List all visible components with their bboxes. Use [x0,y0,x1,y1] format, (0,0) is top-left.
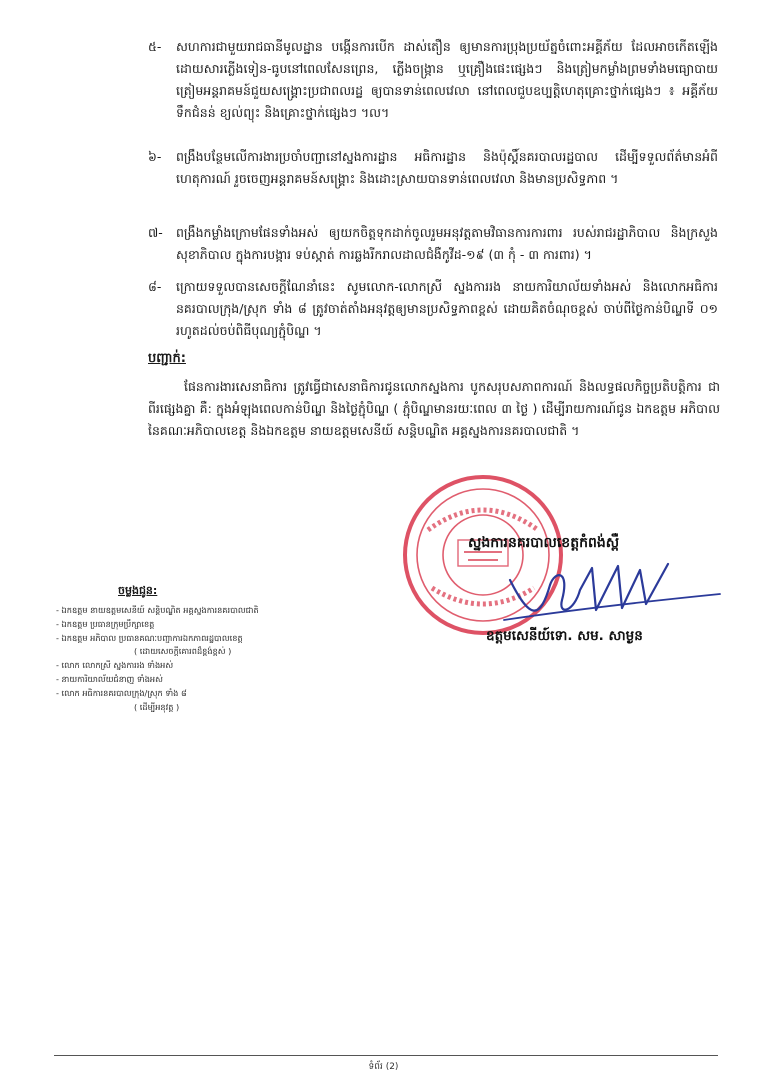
item-number: ៧- [148,225,163,240]
signer-name: ឧត្តមសេនីយ៍ទោ. សម. សាម្ងន [486,628,643,644]
cc-item: - នាយការិយាល័យជំនាញ ទាំងអស់ [56,673,163,684]
cc-item-note: ( ដើម្បីអនុវត្ត ) [134,701,180,712]
item-text: ពង្រឹងបន្ថែមលើការងារប្រចាំបញ្ជានៅស្នងការដ្ឋាន អធិការដ្ឋាន និងប៉ុស្តិ៍នគរបាលរដ្ឋបាល ដើម្បីទទួលព័ត៌មានអំពីហេតុការណ៍ រួចចេញអន្តរាគមន៍សង្គ្រោះ និងដោះស្រាយបានទាន់ពេលវេលា និងមានប្រសិទ្ធភាព ។ [176,149,718,186]
note-heading: បញ្ជាក់: [148,351,186,366]
cc-heading: ចម្លងជូន: [118,584,158,597]
footer-divider [54,1055,718,1056]
signer-office: ស្នងការនគរបាលខេត្តកំពង់ស្ពឺ [468,535,620,551]
item-number: ៨- [148,279,162,294]
item-number: ៦- [148,149,162,164]
item-text: សហការជាមួយរាជធានីមូលដ្ឋាន បង្កើនការបើក ដាស់តឿន ឲ្យមានការប្រុងប្រយ័ត្នចំពោះអគ្គីភ័យ ដែលអាចកើតឡើងដោយសារភ្លើងទៀន-ធូបនៅពេលសែនព្រេន, ភ្លើងចង្ក្រាន ឬគ្រឿងផេះផ្សេងៗ និងត្រៀមកម្លាំងព្រមទាំងមធ្យោបាយ ត្រៀមអន្តរាគមន៍ជួយសង្គ្រោះប្រជាពលរដ្ឋ ឲ្យបានទាន់ពេលវេលា នៅពេលជួបឧប្បត្តិហេតុគ្រោះថ្នាក់ផ្សេងៗ ៖ អគ្គីភ័យ ទឹកជំនន់ ខ្យល់ព្យុះ និងគ្រោះថ្នាក់ផ្សេងៗ ។ល។ [176,39,718,120]
cc-item: - ឯកឧត្តម អភិបាល ប្រធានគណៈបញ្ជាការឯកភាពរដ្ឋបាលខេត្ត [56,632,243,643]
cc-item-note: ( ដោយសេចក្តីគោរពដ៏ខ្ពង់ខ្ពស់ ) [134,646,232,657]
item-8 [148,276,718,342]
item-text: ក្រោយទទួលបានសេចក្ដីណែនាំនេះ សូមលោក-លោកស្រី ស្នងការរង នាយការិយាល័យទាំងអស់ និងលោកអធិការនគរបាលក្រុង/ស្រុក ទាំង ៨ ត្រូវចាត់តាំងអនុវត្តឲ្យមានប្រសិទ្ធភាពខ្ពស់ ដោយគិតចំណុចខ្ពស់ ចាប់ពីថ្ងៃកាន់បិណ្ឌទី ០១ រហូតដល់ចប់ពិធីបុណ្យភ្ជុំបិណ្ឌ ។ [176,279,718,338]
note-text: ផែនការងារសេនាធិការ ត្រូវធ្វើជាសេនាធិការជូនលោកស្នងការ បូកសរុបសភាពការណ៍ និងលទ្ធផលកិច្ចប្រតិបត្តិការ ជាពីរផ្សេងគ្នា គឺ: ក្នុងអំឡុងពេលកាន់បិណ្ឌ និងថ្ងៃភ្ជុំបិណ្ឌ ( ភ្ជុំបិណ្ឌមានរយៈពេល ៣ ថ្ងៃ ) ដើម្បីរាយការណ៍ជូន ឯកឧត្តម អភិបាល នៃគណៈអភិបាលខេត្ត និងឯកឧត្តម នាយឧត្តមសេនីយ៍ សន្តិបណ្ឌិត អគ្គស្នងការនគរបាលជាតិ ។ [148,379,720,438]
page-number: ទំព័រ (2) [368,1062,399,1072]
item-number: ៥- [148,39,162,54]
cc-item: - ឯកឧត្តម ប្រធានក្រុមប្រឹក្សាខេត្ត [56,618,155,629]
cc-item: - លោក អធិការនគរបាលក្រុង/ស្រុក ទាំង ៨ [56,687,187,698]
cc-item: - ឯកឧត្តម នាយឧត្តមសេនីយ៍ សន្តិបណ្ឌិត អគ្គស្នងការនគរបាលជាតិ [56,605,259,615]
item-5 [148,36,718,124]
cc-item: - លោក លោកស្រី ស្នងការរង ទាំងអស់ [56,660,174,671]
item-text: ពង្រឹងកម្លាំងក្រោមផែនទាំងអស់ ឲ្យយកចិត្តទុកដាក់ចូលរួមអនុវត្តតាមវិធានការការពារ របស់រាជរដ្ឋាភិបាល និងក្រសួង សុខាភិបាល ក្នុងការបង្ការ ទប់ស្កាត់ ការឆ្លងរីករាលដាលជំងឺកូវីដ-១៩ (៣ កុំ - ៣ ការពារ) ។ [176,225,718,262]
cc-list [56,604,356,714]
item-7 [148,222,718,266]
item-6 [148,146,718,190]
